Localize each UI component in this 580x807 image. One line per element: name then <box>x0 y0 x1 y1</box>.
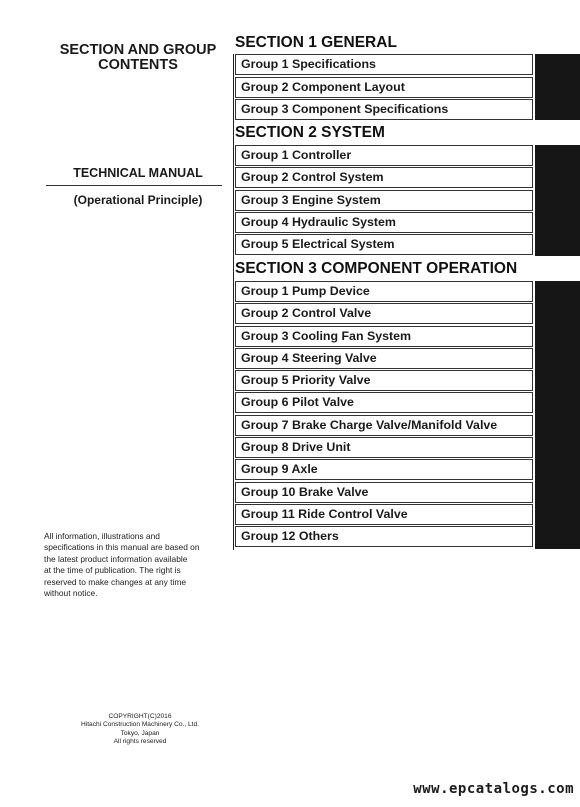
section-1-title: SECTION 1 GENERAL <box>235 34 397 51</box>
disclaimer-line: at the time of publication. The right is <box>44 565 181 576</box>
copyright-line: COPYRIGHT(C)2016 <box>108 713 172 720</box>
watermark: www.epcatalogs.com <box>413 781 574 797</box>
manual-subtitle: (Operational Principle) <box>73 193 203 207</box>
section-3-group-6[interactable]: Group 6 Pilot Valve <box>235 392 533 413</box>
section-2-group-1[interactable]: Group 1 Controller <box>235 145 533 166</box>
left-column <box>0 0 228 807</box>
section-3-group-9[interactable]: Group 9 Axle <box>235 459 533 480</box>
contents-title-line1: SECTION AND GROUP <box>59 42 217 58</box>
section-3-group-8[interactable]: Group 8 Drive Unit <box>235 437 533 458</box>
vertical-divider <box>233 54 234 550</box>
section-3-group-1[interactable]: Group 1 Pump Device <box>235 281 533 302</box>
section-3-title: SECTION 3 COMPONENT OPERATION <box>235 260 518 277</box>
disclaimer-line: reserved to make changes at any time <box>44 576 186 587</box>
section-1-group-3[interactable]: Group 3 Component Specifications <box>235 99 533 120</box>
section-2-title: SECTION 2 SYSTEM <box>235 124 385 141</box>
section-3-tab[interactable] <box>535 281 580 549</box>
copyright-line: Hitachi Construction Machinery Co., Ltd. <box>80 721 199 729</box>
disclaimer-line: the latest product information available <box>44 553 188 564</box>
section-2-group-4[interactable]: Group 4 Hydraulic System <box>235 212 533 233</box>
section-3-group-3[interactable]: Group 3 Cooling Fan System <box>235 326 533 347</box>
copyright-line: All rights reserved <box>113 738 167 746</box>
contents-title-line2: CONTENTS <box>98 57 178 73</box>
section-2-group-3[interactable]: Group 3 Engine System <box>235 190 533 211</box>
disclaimer <box>44 531 234 599</box>
section-1-group-1[interactable]: Group 1 Specifications <box>235 54 533 75</box>
copyright-notice <box>40 713 240 747</box>
section-1-tab[interactable] <box>535 54 580 120</box>
disclaimer-line: specifications in this manual are based on <box>44 542 200 553</box>
section-3-group-10[interactable]: Group 10 Brake Valve <box>235 482 533 503</box>
section-3-group-2[interactable]: Group 2 Control Valve <box>235 303 533 324</box>
section-3-group-4[interactable]: Group 4 Steering Valve <box>235 348 533 369</box>
section-3-group-12[interactable]: Group 12 Others <box>235 526 533 547</box>
disclaimer-line: without notice. <box>44 588 98 599</box>
section-3-group-7[interactable]: Group 7 Brake Charge Valve/Manifold Valve <box>235 415 533 436</box>
copyright-line: Tokyo, Japan <box>120 729 160 737</box>
section-2-tab[interactable] <box>535 145 580 256</box>
section-1-group-2[interactable]: Group 2 Component Layout <box>235 77 533 98</box>
section-2-group-5[interactable]: Group 5 Electrical System <box>235 234 533 255</box>
manual-title: TECHNICAL MANUAL <box>73 166 203 180</box>
section-3-group-5[interactable]: Group 5 Priority Valve <box>235 370 533 391</box>
contents-title <box>40 43 236 73</box>
section-3-group-11[interactable]: Group 11 Ride Control Valve <box>235 504 533 525</box>
section-2-group-2[interactable]: Group 2 Control System <box>235 167 533 188</box>
disclaimer-line: All information, illustrations and <box>44 531 160 541</box>
divider <box>46 185 222 186</box>
